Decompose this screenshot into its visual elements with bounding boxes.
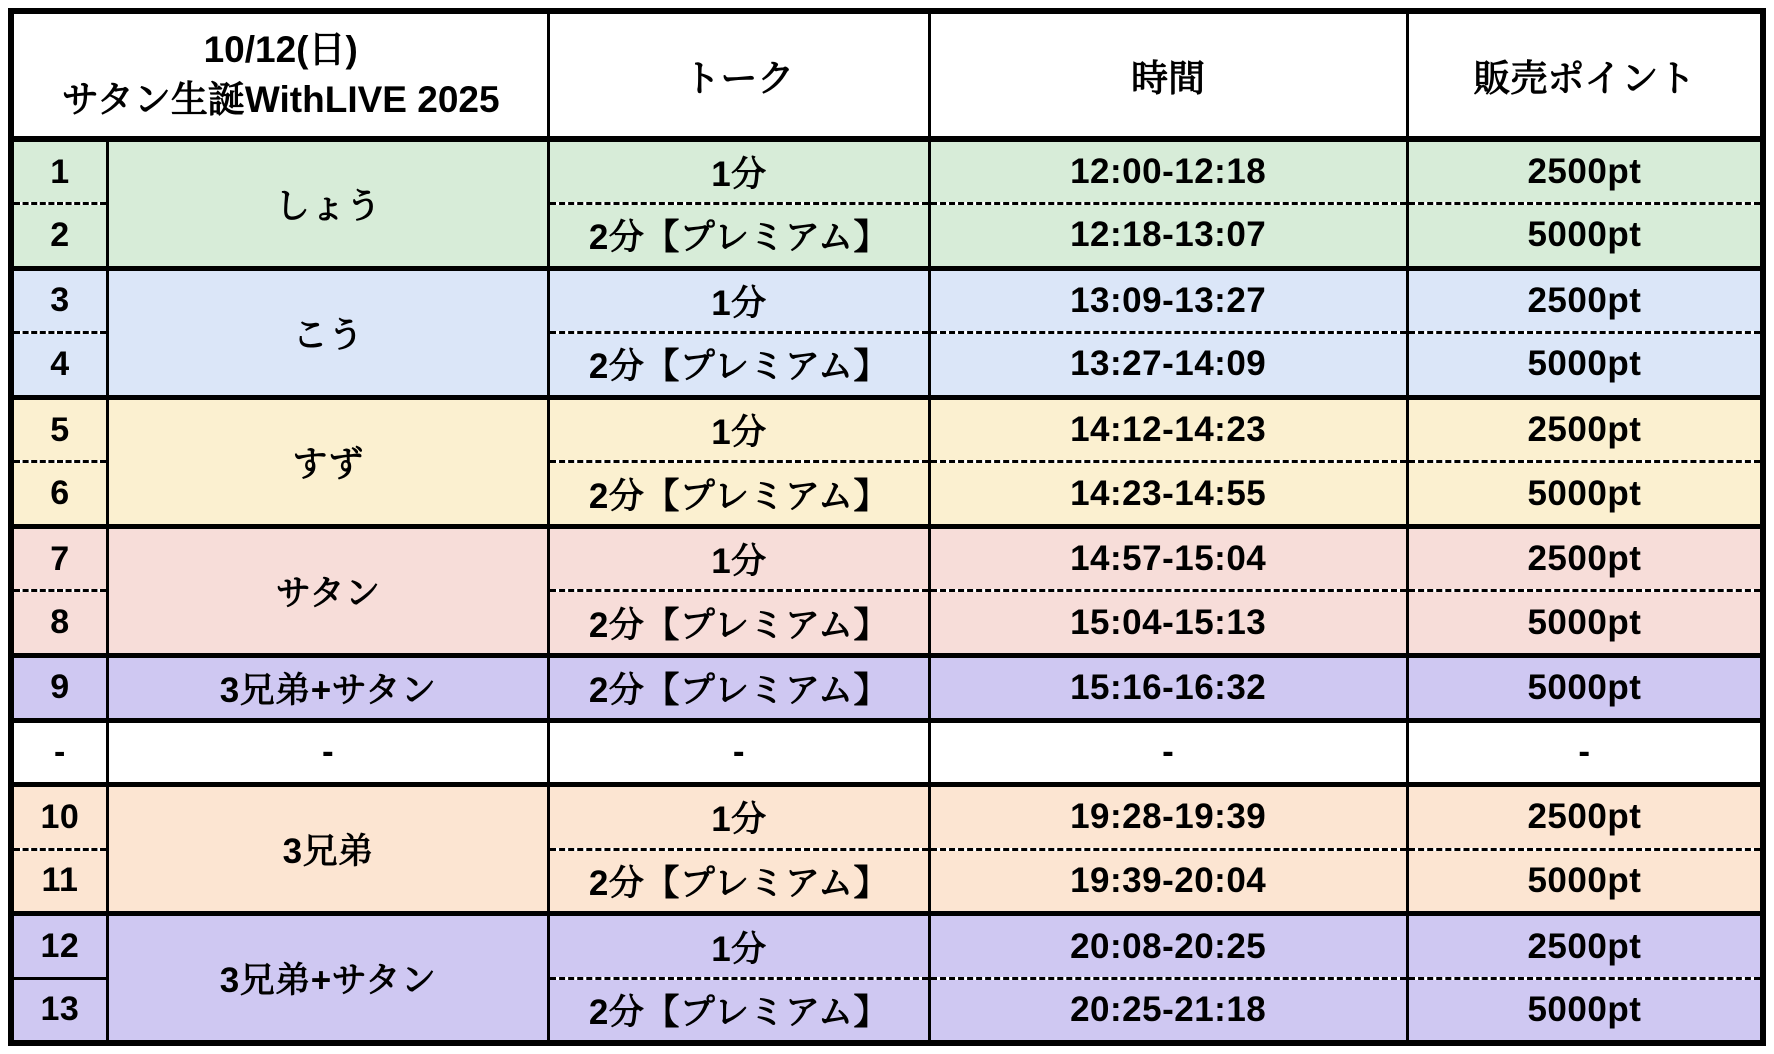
time-slot: 15:16-16:32 bbox=[929, 656, 1407, 721]
row-number: 10 bbox=[11, 785, 107, 850]
talk-type: 2分【プレミアム】 bbox=[549, 333, 929, 398]
table-row bbox=[11, 397, 1763, 462]
member-name: 3兄弟+サタン bbox=[107, 656, 549, 721]
talk-type: 2分【プレミアム】 bbox=[549, 978, 929, 1043]
row-number: 7 bbox=[11, 526, 107, 591]
time-slot: 14:23-14:55 bbox=[929, 462, 1407, 527]
sale-points: 5000pt bbox=[1407, 978, 1763, 1043]
sale-points: 5000pt bbox=[1407, 204, 1763, 269]
table-row bbox=[11, 914, 1763, 979]
row-number: 13 bbox=[11, 978, 107, 1043]
table-row bbox=[11, 139, 1763, 204]
header-row bbox=[11, 11, 1763, 139]
time-slot: 13:27-14:09 bbox=[929, 333, 1407, 398]
row-number: 2 bbox=[11, 204, 107, 269]
sale-points: 2500pt bbox=[1407, 785, 1763, 850]
sale-points: 5000pt bbox=[1407, 462, 1763, 527]
member-name: しょう bbox=[107, 139, 549, 268]
row-number: 4 bbox=[11, 333, 107, 398]
table-row bbox=[11, 656, 1763, 721]
event-date: 10/12(日) bbox=[203, 29, 358, 71]
table-row bbox=[11, 526, 1763, 591]
event-name: サタン生誕WithLIVE 2025 bbox=[61, 79, 500, 120]
time-slot: 12:18-13:07 bbox=[929, 204, 1407, 269]
sale-points: 5000pt bbox=[1407, 656, 1763, 721]
table-row bbox=[11, 720, 1763, 785]
row-number: 3 bbox=[11, 268, 107, 333]
talk-type: 2分【プレミアム】 bbox=[549, 656, 929, 721]
member-name: こう bbox=[107, 268, 549, 397]
time-slot: 14:12-14:23 bbox=[929, 397, 1407, 462]
col-header-points: 販売ポイント bbox=[1407, 11, 1763, 139]
time-slot: 19:28-19:39 bbox=[929, 785, 1407, 850]
row-number: 6 bbox=[11, 462, 107, 527]
talk-type: 1分 bbox=[549, 397, 929, 462]
row-number: 12 bbox=[11, 914, 107, 979]
talk-type: 1分 bbox=[549, 914, 929, 979]
member-name: 3兄弟 bbox=[107, 785, 549, 914]
time-slot: 19:39-20:04 bbox=[929, 849, 1407, 914]
member-name: 3兄弟+サタン bbox=[107, 914, 549, 1043]
talk-type: 2分【プレミアム】 bbox=[549, 462, 929, 527]
sale-points: 2500pt bbox=[1407, 268, 1763, 333]
row-number: 8 bbox=[11, 591, 107, 656]
col-header-talk: トーク bbox=[549, 11, 929, 139]
talk-type: 2分【プレミアム】 bbox=[549, 591, 929, 656]
sale-points: 2500pt bbox=[1407, 914, 1763, 979]
row-number: 11 bbox=[11, 849, 107, 914]
row-number: - bbox=[11, 720, 107, 785]
table-row bbox=[11, 785, 1763, 850]
table-row bbox=[11, 268, 1763, 333]
time-slot: 20:25-21:18 bbox=[929, 978, 1407, 1043]
talk-type: - bbox=[549, 720, 929, 785]
sale-points: 2500pt bbox=[1407, 397, 1763, 462]
time-slot: 15:04-15:13 bbox=[929, 591, 1407, 656]
row-number: 9 bbox=[11, 656, 107, 721]
row-number: 5 bbox=[11, 397, 107, 462]
member-name: すず bbox=[107, 397, 549, 526]
sale-points: - bbox=[1407, 720, 1763, 785]
sale-points: 2500pt bbox=[1407, 139, 1763, 204]
talk-type: 2分【プレミアム】 bbox=[549, 204, 929, 269]
time-slot: 13:09-13:27 bbox=[929, 268, 1407, 333]
time-slot: 20:08-20:25 bbox=[929, 914, 1407, 979]
sale-points: 5000pt bbox=[1407, 333, 1763, 398]
talk-type: 2分【プレミアム】 bbox=[549, 849, 929, 914]
col-header-time: 時間 bbox=[929, 11, 1407, 139]
talk-type: 1分 bbox=[549, 139, 929, 204]
sale-points: 5000pt bbox=[1407, 849, 1763, 914]
member-name: サタン bbox=[107, 526, 549, 655]
schedule-table bbox=[8, 8, 1766, 1046]
time-slot: 12:00-12:18 bbox=[929, 139, 1407, 204]
event-title-cell bbox=[11, 11, 549, 139]
talk-type: 1分 bbox=[549, 785, 929, 850]
time-slot: 14:57-15:04 bbox=[929, 526, 1407, 591]
time-slot: - bbox=[929, 720, 1407, 785]
row-number: 1 bbox=[11, 139, 107, 204]
sale-points: 5000pt bbox=[1407, 591, 1763, 656]
talk-type: 1分 bbox=[549, 268, 929, 333]
sale-points: 2500pt bbox=[1407, 526, 1763, 591]
talk-type: 1分 bbox=[549, 526, 929, 591]
member-name: - bbox=[107, 720, 549, 785]
